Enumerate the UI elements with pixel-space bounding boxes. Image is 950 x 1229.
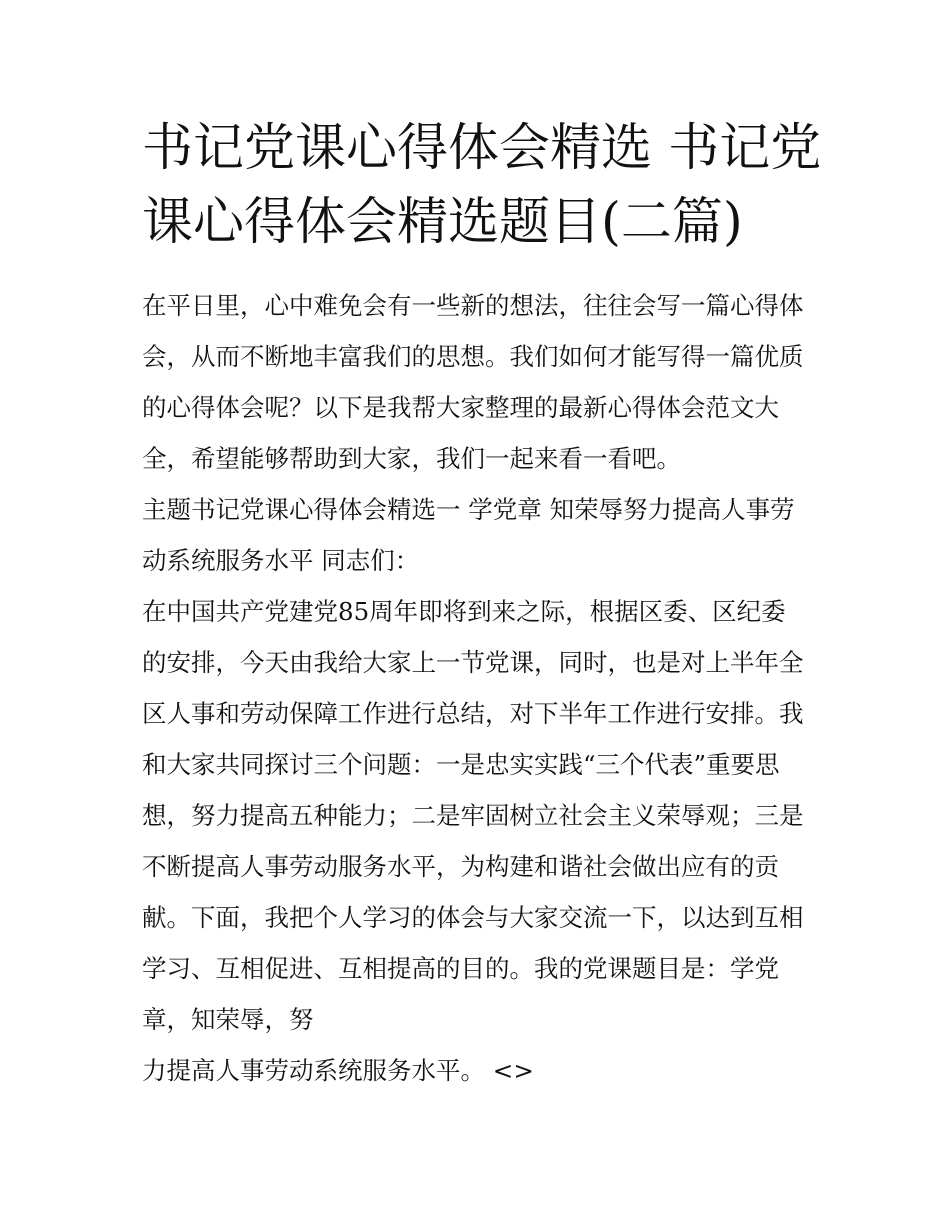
- body-line: 区人事和劳动保障工作进行总结，对下半年工作进行安排。我: [142, 699, 804, 728]
- body-line: 章，知荣辱，努: [142, 1005, 314, 1034]
- body-line: 全，希望能够帮助到大家，我们一起来看一看吧。: [142, 444, 681, 473]
- body-line: 主题书记党课心得体会精选一 学党章 知荣辱努力提高人事劳: [142, 495, 795, 524]
- body-line: 力提高人事劳动系统服务水平。 <>: [142, 1056, 534, 1085]
- body-line: 想，努力提高五种能力；二是牢固树立社会主义荣辱观；三是: [142, 801, 804, 830]
- document-title: [142, 112, 822, 260]
- body-line: 在平日里，心中难免会有一些新的想法，往往会写一篇心得体: [142, 291, 804, 320]
- body-line: 动系统服务水平 同志们：: [142, 546, 420, 575]
- document-body: [142, 280, 822, 1096]
- title-line-2: 课心得体会精选题目(二篇): [142, 193, 743, 252]
- body-line: 的安排，今天由我给大家上一节党课，同时，也是对上半年全: [142, 648, 804, 677]
- title-line-1: 书记党课心得体会精选 书记党: [142, 119, 822, 178]
- body-line: 和大家共同探讨三个问题：一是忠实实践“三个代表”重要思: [142, 750, 780, 779]
- body-line: 会，从而不断地丰富我们的思想。我们如何才能写得一篇优质: [142, 342, 804, 371]
- body-line: 学习、互相促进、互相提高的目的。我的党课题目是：学党: [142, 954, 779, 983]
- body-line: 不断提高人事劳动服务水平，为构建和谐社会做出应有的贡: [142, 852, 779, 881]
- body-line: 在中国共产党建党85周年即将到来之际，根据区委、区纪委: [142, 597, 786, 626]
- body-line: 献。下面，我把个人学习的体会与大家交流一下，以达到互相: [142, 903, 804, 932]
- body-line: 的心得体会呢？以下是我帮大家整理的最新心得体会范文大: [142, 393, 779, 422]
